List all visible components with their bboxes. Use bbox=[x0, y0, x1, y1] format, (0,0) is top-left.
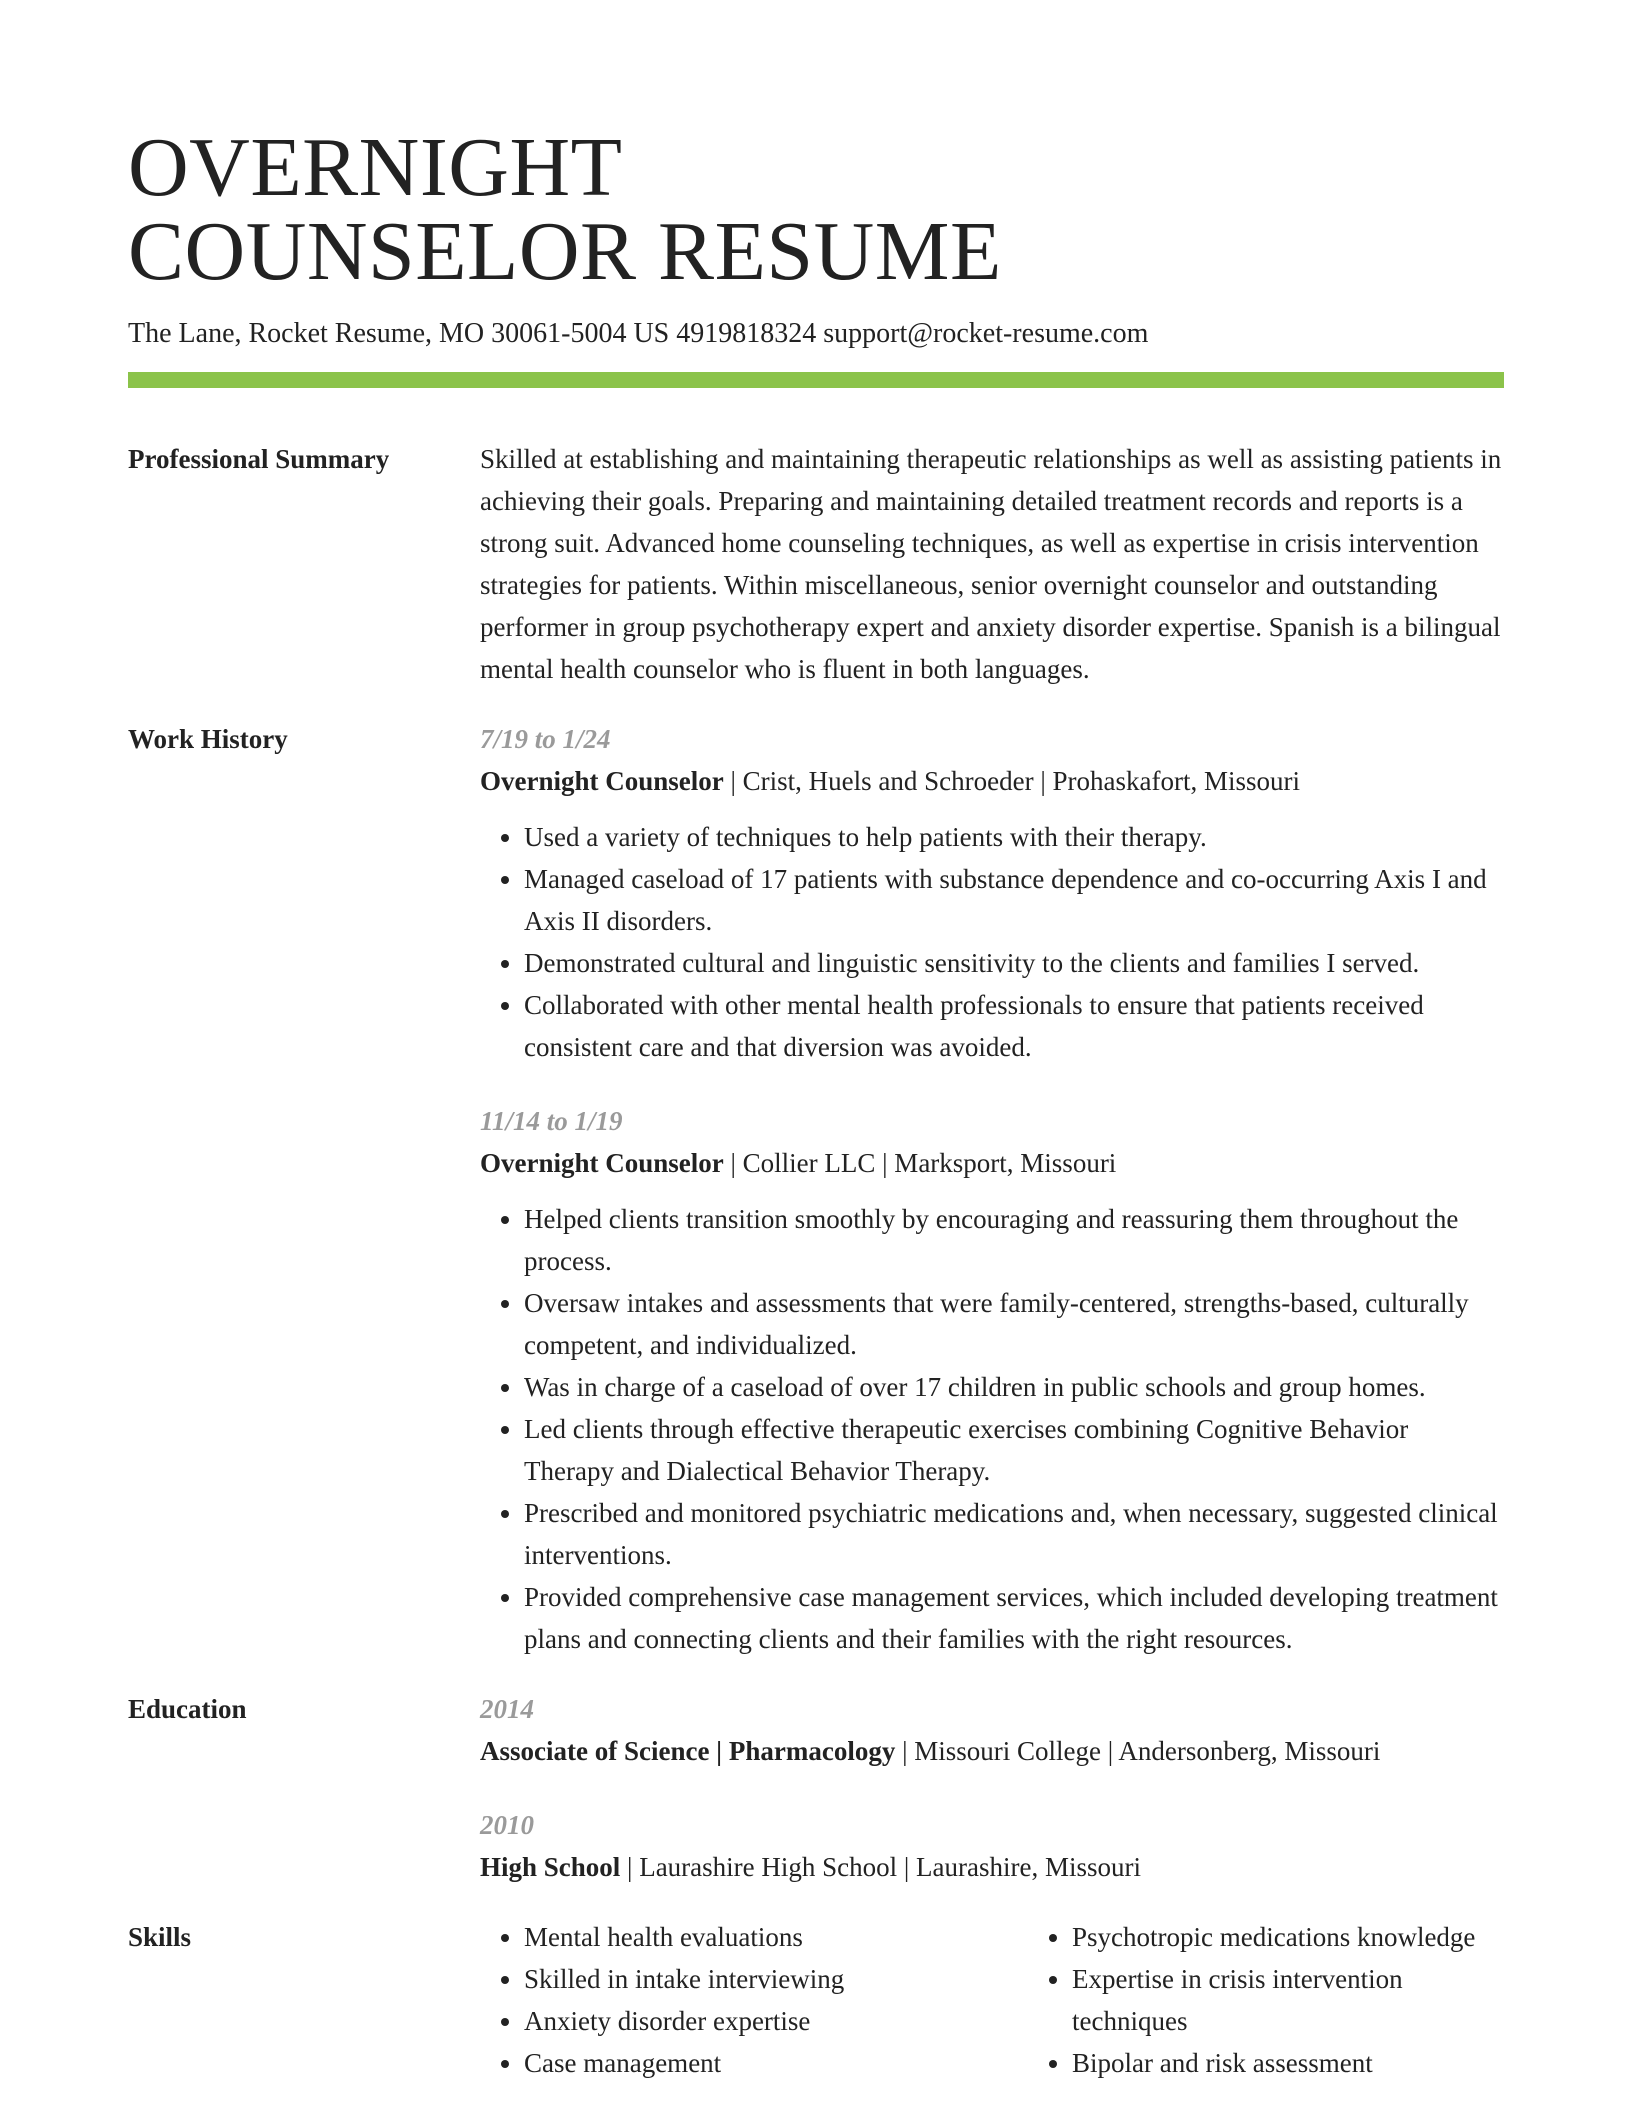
resume-page bbox=[128, 0, 1504, 2084]
skills-list-right bbox=[1028, 1916, 1504, 2084]
summary-section bbox=[128, 438, 1504, 690]
education-school-location: | Missouri College | Andersonberg, Missouri bbox=[895, 1736, 1381, 1766]
skills-list-left bbox=[480, 1916, 1028, 2084]
skill-item: • Bipolar and risk assessment bbox=[1072, 2042, 1504, 2084]
job-bullets bbox=[480, 1198, 1504, 1660]
job-bullet: • Managed caseload of 17 patients with substance dependence and co-occurring Axis I and Axis II disorders. bbox=[524, 858, 1504, 942]
education-degree-line bbox=[480, 1730, 1504, 1772]
education-school-location: | Laurashire High School | Laurashire, Missouri bbox=[620, 1852, 1141, 1882]
job-employer-location: | Crist, Huels and Schroeder | Prohaskafort, Missouri bbox=[723, 766, 1300, 796]
skill-item: • Skilled in intake interviewing bbox=[524, 1958, 1028, 2000]
accent-divider bbox=[128, 372, 1504, 388]
job-bullet: • Collaborated with other mental health professionals to ensure that patients received consistent care and that diversion was avoided. bbox=[524, 984, 1504, 1068]
education-degree-line bbox=[480, 1846, 1504, 1888]
work-history-section bbox=[128, 718, 1504, 1660]
job-bullet: • Oversaw intakes and assessments that were family-centered, strengths-based, culturally competent, and individualized. bbox=[524, 1282, 1504, 1366]
job-bullet: • Prescribed and monitored psychiatric medications and, when necessary, suggested clinical interventions. bbox=[524, 1492, 1504, 1576]
summary-label: Professional Summary bbox=[128, 444, 390, 474]
job-bullet: • Helped clients transition smoothly by encouraging and reassuring them throughout the process. bbox=[524, 1198, 1504, 1282]
job-entry bbox=[480, 718, 1504, 1068]
skills-section bbox=[128, 1916, 1504, 2084]
job-bullets bbox=[480, 816, 1504, 1068]
job-employer-location: | Collier LLC | Marksport, Missouri bbox=[723, 1148, 1117, 1178]
title-line-1: OVERNIGHT bbox=[128, 121, 623, 214]
title-line-2: COUNSELOR RESUME bbox=[128, 205, 1002, 298]
education-degree: High School bbox=[480, 1852, 621, 1882]
skill-item: • Psychotropic medications knowledge bbox=[1072, 1916, 1504, 1958]
skill-item: • Mental health evaluations bbox=[524, 1916, 1028, 1958]
job-entry bbox=[480, 1100, 1504, 1660]
job-title-line bbox=[480, 1142, 1504, 1184]
summary-text: Skilled at establishing and maintaining therapeutic relationships as well as assisting patients in achieving their goals. Preparing and maintaining detailed treatment records and reports is a strong suit. Advanced home counseling techniques, as well as expertise in crisis intervention strategies for patients. Within miscellaneous, senior overnight counselor and outstanding performer in group psychotherapy expert and anxiety disorder expertise. Spanish is a bilingual mental health counselor who is fluent in both languages. bbox=[480, 444, 1502, 684]
job-bullet: • Demonstrated cultural and linguistic sensitivity to the clients and families I served. bbox=[524, 942, 1504, 984]
education-section bbox=[128, 1688, 1504, 1888]
skills-body bbox=[480, 1916, 1504, 2084]
skills-label: Skills bbox=[128, 1922, 192, 1952]
education-label: Education bbox=[128, 1694, 247, 1724]
resume-title bbox=[128, 0, 1504, 298]
work-history-body bbox=[480, 718, 1504, 1660]
education-year: 2014 bbox=[480, 1694, 534, 1724]
education-degree: Associate of Science | Pharmacology bbox=[480, 1736, 896, 1766]
job-dates: 11/14 to 1/19 bbox=[480, 1106, 623, 1136]
contact-line: The Lane, Rocket Resume, MO 30061-5004 US 4919818324 support@rocket-resume.com bbox=[128, 318, 1149, 349]
job-title-line bbox=[480, 760, 1504, 802]
job-bullet: • Led clients through effective therapeutic exercises combining Cognitive Behavior Therapy and Dialectical Behavior Therapy. bbox=[524, 1408, 1504, 1492]
education-entry bbox=[480, 1804, 1504, 1888]
job-title: Overnight Counselor bbox=[480, 1148, 724, 1178]
education-year: 2010 bbox=[480, 1810, 534, 1840]
job-bullet: • Used a variety of techniques to help patients with their therapy. bbox=[524, 816, 1504, 858]
job-bullet: • Provided comprehensive case management services, which included developing treatment plans and connecting clients and their families with the right resources. bbox=[524, 1576, 1504, 1660]
job-bullet: • Was in charge of a caseload of over 17 children in public schools and group homes. bbox=[524, 1366, 1504, 1408]
education-body bbox=[480, 1688, 1504, 1888]
job-title: Overnight Counselor bbox=[480, 766, 724, 796]
skill-item: • Anxiety disorder expertise bbox=[524, 2000, 1028, 2042]
skill-item: • Expertise in crisis intervention techniques bbox=[1072, 1958, 1504, 2042]
education-entry bbox=[480, 1688, 1504, 1772]
work-history-label: Work History bbox=[128, 724, 288, 754]
skill-item: • Case management bbox=[524, 2042, 1028, 2084]
job-dates: 7/19 to 1/24 bbox=[480, 724, 611, 754]
